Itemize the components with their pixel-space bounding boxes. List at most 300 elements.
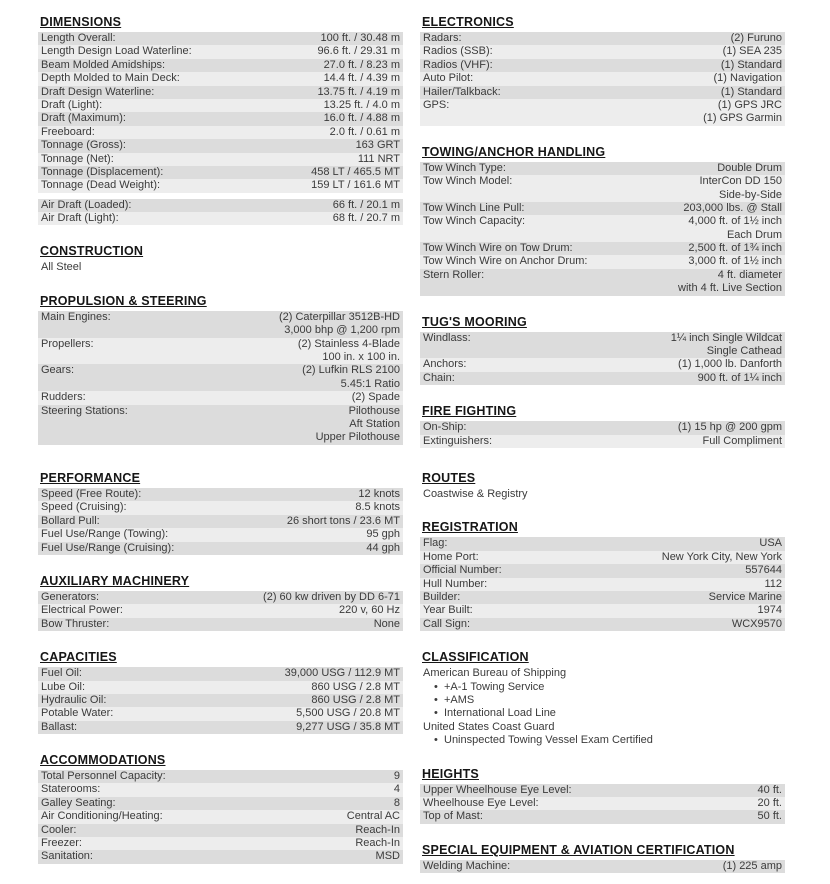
- spec-item: [420, 332, 785, 359]
- section-performance: [38, 471, 403, 555]
- spec-label: On-Ship:: [423, 421, 467, 434]
- spec-item: [38, 591, 403, 604]
- spec-item: [38, 528, 403, 541]
- spec-row: [38, 86, 403, 99]
- spec-value: (1) SEA 235: [722, 45, 782, 58]
- spec-row: [420, 618, 785, 631]
- spec-label: Tonnage (Displacement):: [41, 165, 164, 178]
- spec-label: Staterooms:: [41, 783, 101, 796]
- spec-row: [420, 189, 785, 202]
- spec-row: [38, 72, 403, 85]
- spec-row: [420, 175, 785, 188]
- spec-row: [420, 269, 785, 282]
- spec-value: 860 USG / 2.8 MT: [311, 680, 400, 693]
- spec-label: Windlass:: [423, 331, 471, 344]
- bullet-icon: •: [434, 707, 438, 720]
- section-towing-anchor-handling: [420, 145, 785, 296]
- spec-item: [38, 364, 403, 391]
- section-title: PERFORMANCE: [40, 471, 141, 485]
- spec-value: (1) 225 amp: [722, 859, 782, 872]
- spec-item: [38, 850, 403, 863]
- spec-value: (2) Furuno: [730, 32, 782, 44]
- section-title: HEIGHTS: [422, 766, 479, 781]
- section-registration: [420, 520, 785, 631]
- spec-row: [420, 421, 785, 434]
- spec-label: Stern Roller:: [423, 268, 485, 281]
- spec-value: 66 ft. / 20.1 m: [332, 198, 400, 211]
- section-capacities: [38, 650, 403, 734]
- spec-item: [38, 542, 403, 555]
- section-propulsion-steering: [38, 294, 403, 445]
- spec-row: [38, 604, 403, 617]
- spec-row: [38, 338, 403, 351]
- spec-item: [38, 72, 403, 85]
- band-1: [38, 15, 785, 471]
- spec-label: Wheelhouse Eye Level:: [423, 796, 539, 809]
- spec-value: Pilothouse: [348, 404, 400, 417]
- spec-value: Single Cathead: [706, 345, 782, 358]
- spec-row: [38, 418, 403, 431]
- text: American Bureau of Shipping: [423, 667, 567, 680]
- spec-row: [420, 229, 785, 242]
- spec-value: Each Drum: [726, 228, 782, 241]
- spec-value: 8: [393, 796, 400, 809]
- spec-label: Length Design Load Waterline:: [41, 45, 192, 58]
- spec-label: Galley Seating:: [41, 796, 116, 809]
- spec-item: [420, 860, 785, 873]
- spec-item: [38, 99, 403, 112]
- spec-value: 112: [764, 577, 782, 590]
- spec-item: [38, 618, 403, 631]
- spec-value: USA: [759, 537, 782, 550]
- spec-label: Draft (Maximum):: [41, 112, 126, 125]
- spec-item: [38, 694, 403, 707]
- spec-row: [38, 810, 403, 823]
- spec-value: (1) GPS Garmin: [703, 112, 782, 125]
- spec-item: [420, 551, 785, 564]
- spec-row: [38, 112, 403, 125]
- spec-item: [420, 784, 785, 797]
- spec-value: 1¼ inch Single Wildcat: [670, 331, 782, 344]
- spec-value: 1974: [757, 604, 782, 617]
- spec-row: [38, 99, 403, 112]
- spec-row: [38, 311, 403, 324]
- spec-row: [38, 515, 403, 528]
- spec-row: [38, 139, 403, 152]
- spec-label: GPS:: [423, 98, 450, 111]
- spec-value: Service Marine: [708, 590, 782, 603]
- spec-label: Draft Design Waterline:: [41, 85, 155, 98]
- spec-value: 4: [393, 783, 400, 796]
- text-line: [420, 488, 785, 501]
- spec-value: 163 GRT: [355, 139, 400, 152]
- spec-row: [420, 358, 785, 371]
- spec-row: [420, 162, 785, 175]
- spec-item: [420, 578, 785, 591]
- spec-label: Hailer/Talkback:: [423, 85, 501, 98]
- spec-label: Radios (VHF):: [423, 58, 493, 71]
- spec-row: [420, 564, 785, 577]
- spec-item: [38, 837, 403, 850]
- spec-row: [38, 591, 403, 604]
- spec-label: Chain:: [423, 371, 455, 384]
- spec-item: [38, 139, 403, 152]
- spec-item: [38, 770, 403, 783]
- spec-label: Total Personnel Capacity:: [41, 770, 166, 783]
- spec-value: Full Compliment: [702, 434, 782, 447]
- spec-item: [38, 126, 403, 139]
- text-line: [420, 721, 785, 734]
- spec-item: [420, 269, 785, 296]
- spec-row: [420, 810, 785, 823]
- spec-value: 14.4 ft. / 4.39 m: [323, 72, 400, 85]
- spec-value: 9: [393, 770, 400, 783]
- spec-label: Rudders:: [41, 391, 86, 404]
- section-routes: [420, 471, 785, 501]
- spec-item: [420, 591, 785, 604]
- spec-row: [420, 86, 785, 99]
- spec-row: [38, 179, 403, 192]
- spec-row: [420, 551, 785, 564]
- spec-label: Fuel Use/Range (Cruising):: [41, 541, 175, 554]
- spec-item: [420, 72, 785, 85]
- spec-row: [38, 542, 403, 555]
- spec-row: [420, 860, 785, 873]
- spec-value: Double Drum: [717, 161, 782, 174]
- spec-value: 40 ft.: [757, 783, 782, 796]
- spec-value: 13.25 ft. / 4.0 m: [323, 98, 400, 111]
- spec-item: [38, 166, 403, 179]
- spec-row: [420, 435, 785, 448]
- spec-value: 4 ft. diameter: [717, 268, 782, 281]
- spec-label: Air Draft (Light):: [41, 212, 119, 225]
- spec-row: [38, 797, 403, 810]
- spec-item: [38, 604, 403, 617]
- spec-value: (2) Caterpillar 3512B-HD: [278, 310, 400, 323]
- spec-row: [420, 99, 785, 112]
- spec-item: [420, 162, 785, 175]
- spec-item: [420, 421, 785, 434]
- spec-item: [38, 721, 403, 734]
- section-fire-fighting: [420, 404, 785, 448]
- text: Uninspected Towing Vessel Exam Certified: [444, 734, 653, 747]
- spec-row: [38, 391, 403, 404]
- text-line: [38, 261, 403, 274]
- spec-item: [38, 707, 403, 720]
- spec-item: [420, 618, 785, 631]
- spec-value: (1) Standard: [720, 85, 782, 98]
- spec-row: [38, 364, 403, 377]
- spec-item: [38, 212, 403, 225]
- spec-value: 900 ft. of 1¼ inch: [697, 371, 782, 384]
- spec-item: [420, 537, 785, 550]
- spec-item: [38, 783, 403, 796]
- spec-value: Reach-In: [355, 837, 400, 850]
- spec-item: [420, 604, 785, 617]
- spec-label: Bollard Pull:: [41, 514, 100, 527]
- spec-value: 27.0 ft. / 8.23 m: [323, 58, 400, 71]
- spec-row: [420, 112, 785, 125]
- spec-item: [420, 99, 785, 126]
- bullet-line: [420, 734, 785, 747]
- spec-label: Welding Machine:: [423, 859, 511, 872]
- text: Coastwise & Registry: [423, 488, 528, 500]
- spec-item: [38, 32, 403, 45]
- spec-label: Builder:: [423, 590, 461, 603]
- section-heights: [420, 767, 785, 824]
- spec-row: [38, 837, 403, 850]
- spec-row: [38, 824, 403, 837]
- bullet-icon: •: [434, 680, 438, 693]
- spec-row: [420, 215, 785, 228]
- section-construction: [38, 244, 403, 274]
- spec-value: (1) 1,000 lb. Danforth: [678, 358, 782, 371]
- spec-row: [420, 604, 785, 617]
- spec-item: [420, 202, 785, 215]
- spec-row: [38, 378, 403, 391]
- spec-value: 557644: [745, 564, 782, 577]
- spec-item: [38, 797, 403, 810]
- spec-value: None: [373, 617, 400, 630]
- spec-label: Flag:: [423, 537, 448, 550]
- spec-item: [38, 59, 403, 72]
- spec-label: Main Engines:: [41, 310, 111, 323]
- spec-value: 3,000 ft. of 1½ inch: [688, 255, 782, 268]
- spec-label: Freezer:: [41, 837, 82, 850]
- section-accommodations: [38, 753, 403, 864]
- section-title: PROPULSION & STEERING: [40, 293, 207, 308]
- section-title: REGISTRATION: [422, 520, 518, 535]
- spec-row: [38, 199, 403, 212]
- spec-row: [38, 431, 403, 444]
- spec-label: Speed (Cruising):: [41, 501, 127, 514]
- spec-item: [38, 86, 403, 99]
- spec-label: Radars:: [423, 32, 462, 44]
- spec-row: [38, 126, 403, 139]
- spec-label: Freeboard:: [41, 125, 95, 138]
- spec-item: [38, 681, 403, 694]
- section-title: ELECTRONICS: [422, 15, 514, 29]
- section-title: CLASSIFICATION: [422, 650, 529, 665]
- section-special-equipment-aviation-certification: [420, 843, 785, 873]
- spec-item: [420, 564, 785, 577]
- left-column: [38, 15, 403, 464]
- spec-value: 458 LT / 465.5 MT: [311, 165, 400, 178]
- spec-row: [38, 721, 403, 734]
- spec-value: 5.45:1 Ratio: [340, 377, 400, 390]
- spec-item: [38, 405, 403, 445]
- left-column: [38, 471, 403, 883]
- spec-item: [420, 358, 785, 371]
- spec-row: [38, 324, 403, 337]
- section-title: TOWING/ANCHOR HANDLING: [422, 144, 606, 159]
- spec-item: [420, 86, 785, 99]
- spec-row: [420, 784, 785, 797]
- spec-label: Tow Winch Capacity:: [423, 215, 526, 228]
- spec-label: Hydraulic Oil:: [41, 693, 107, 706]
- spec-value: Upper Pilothouse: [315, 431, 400, 444]
- spec-row: [38, 501, 403, 514]
- spec-value: 9,277 USG / 35.8 MT: [296, 720, 400, 733]
- spec-label: Speed (Free Route):: [41, 488, 142, 500]
- spec-label: Fuel Use/Range (Towing):: [41, 528, 169, 541]
- spec-row: [420, 537, 785, 550]
- spec-label: Length Overall:: [41, 32, 116, 44]
- spec-value: 39,000 USG / 112.9 MT: [284, 667, 400, 680]
- spec-row: [38, 488, 403, 501]
- spec-item: [420, 255, 785, 268]
- spec-value: 16.0 ft. / 4.88 m: [323, 112, 400, 125]
- spec-value: (1) GPS JRC: [717, 98, 782, 111]
- spec-value: 96.6 ft. / 29.31 m: [317, 45, 400, 58]
- spec-item: [38, 824, 403, 837]
- spec-value: (1) Navigation: [713, 72, 782, 85]
- text: All Steel: [41, 261, 82, 274]
- spec-row: [420, 372, 785, 385]
- text: United States Coast Guard: [423, 720, 555, 733]
- spec-value: 860 USG / 2.8 MT: [311, 693, 400, 706]
- spec-value: New York City, New York: [661, 550, 782, 563]
- spec-value: Central AC: [346, 810, 400, 823]
- spec-item: [420, 45, 785, 58]
- spec-label: Call Sign:: [423, 617, 471, 630]
- spec-label: Tonnage (Dead Weight):: [41, 179, 161, 192]
- spec-value: 100 ft. / 30.48 m: [320, 32, 400, 44]
- spec-row: [420, 282, 785, 295]
- spec-label: Tow Winch Wire on Tow Drum:: [423, 242, 573, 255]
- spec-label: Anchors:: [423, 358, 467, 371]
- section-title: TUG'S MOORING: [422, 314, 527, 329]
- section-title: AUXILIARY MACHINERY: [40, 573, 190, 588]
- spec-row: [38, 667, 403, 680]
- bullet-line: [420, 707, 785, 720]
- spec-label: Lube Oil:: [41, 680, 86, 693]
- spec-row: [38, 528, 403, 541]
- spec-row: [38, 850, 403, 863]
- spec-value: (2) Spade: [351, 391, 400, 404]
- spec-value: 8.5 knots: [355, 501, 400, 514]
- spec-value: (2) 60 kw driven by DD 6-71: [263, 590, 400, 603]
- spec-value: 111 NRT: [357, 152, 400, 165]
- spec-item: [420, 435, 785, 448]
- spec-label: Bow Thruster:: [41, 617, 110, 630]
- spec-value: 26 short tons / 23.6 MT: [286, 514, 400, 527]
- spec-label: Tonnage (Gross):: [41, 139, 126, 152]
- spec-label: Auto Pilot:: [423, 72, 474, 85]
- section-title: ACCOMMODATIONS: [40, 753, 166, 768]
- spec-row: [38, 212, 403, 225]
- spec-label: Extinguishers:: [423, 434, 493, 447]
- text-line: [420, 667, 785, 680]
- spec-label: Fuel Oil:: [41, 667, 82, 680]
- spec-value: 4,000 ft. of 1½ inch: [688, 215, 782, 228]
- section-title: ROUTES: [422, 471, 476, 485]
- spec-value: with 4 ft. Live Section: [678, 282, 782, 295]
- spec-item: [38, 179, 403, 192]
- spec-item: [38, 488, 403, 501]
- spec-label: Propellers:: [41, 337, 94, 350]
- bullet-line: [420, 681, 785, 694]
- spec-label: Beam Molded Amidships:: [41, 58, 166, 71]
- spec-label: Air Conditioning/Heating:: [41, 810, 163, 823]
- spec-value: Aft Station: [349, 418, 400, 430]
- spec-item: [38, 391, 403, 404]
- spec-label: Cooler:: [41, 823, 77, 836]
- spec-row: [420, 591, 785, 604]
- spec-item: [420, 32, 785, 45]
- spec-item: [38, 501, 403, 514]
- spec-label: Radios (SSB):: [423, 45, 493, 58]
- spec-row: [38, 707, 403, 720]
- section-tug-s-mooring: [420, 315, 785, 386]
- section-title: SPECIAL EQUIPMENT & AVIATION CERTIFICATION: [422, 842, 735, 857]
- spec-label: Tow Winch Line Pull:: [423, 201, 525, 214]
- spec-value: 2,500 ft. of 1¾ inch: [688, 242, 782, 255]
- spec-label: Official Number:: [423, 564, 502, 577]
- spec-label: Air Draft (Loaded):: [41, 198, 132, 211]
- spec-row: [420, 242, 785, 255]
- spec-row: [420, 59, 785, 72]
- spec-row: [38, 783, 403, 796]
- spec-row: [38, 153, 403, 166]
- spec-row: [38, 351, 403, 364]
- band-2: [38, 471, 785, 884]
- section-title: FIRE FIGHTING: [422, 404, 517, 419]
- spec-item: [420, 175, 785, 202]
- spec-item: [38, 338, 403, 365]
- spec-row: [38, 405, 403, 418]
- spec-row: [420, 255, 785, 268]
- spec-row: [420, 202, 785, 215]
- spec-value: (2) Lufkin RLS 2100: [302, 364, 400, 377]
- spec-label: Generators:: [41, 590, 100, 603]
- spec-label: Tow Winch Wire on Anchor Drum:: [423, 255, 588, 268]
- text: +AMS: [444, 693, 475, 706]
- section-title: CAPACITIES: [40, 650, 117, 665]
- spec-value: 159 LT / 161.6 MT: [311, 179, 400, 192]
- spec-value: WCX9570: [731, 617, 782, 630]
- spec-row: [420, 72, 785, 85]
- spec-label: Electrical Power:: [41, 604, 123, 617]
- spec-value: 3,000 bhp @ 1,200 rpm: [284, 324, 400, 337]
- spec-value: MSD: [375, 850, 400, 863]
- spec-label: Draft (Light):: [41, 98, 103, 111]
- spec-item: [38, 311, 403, 338]
- spec-item: [420, 810, 785, 823]
- spec-value: InterCon DD 150: [699, 175, 782, 188]
- spec-item: [38, 667, 403, 680]
- spec-value: (1) 15 hp @ 200 gpm: [677, 421, 782, 434]
- spec-value: Side-by-Side: [719, 188, 782, 201]
- spec-label: Potable Water:: [41, 707, 114, 720]
- spec-item: [420, 797, 785, 810]
- spec-value: 95 gph: [366, 528, 400, 541]
- spec-label: Steering Stations:: [41, 404, 128, 417]
- spec-value: 44 gph: [366, 541, 400, 554]
- spec-item: [38, 45, 403, 58]
- spec-label: Tow Winch Model:: [423, 175, 513, 188]
- section-dimensions: [38, 15, 403, 225]
- spec-value: (1) Standard: [720, 58, 782, 71]
- spec-value: 20 ft.: [757, 796, 782, 809]
- spec-value: 68 ft. / 20.7 m: [332, 212, 400, 225]
- spec-row: [420, 45, 785, 58]
- spec-item: [420, 372, 785, 385]
- spec-label: Depth Molded to Main Deck:: [41, 72, 180, 85]
- spec-row: [38, 770, 403, 783]
- spec-row: [420, 332, 785, 345]
- spec-value: (2) Stainless 4-Blade: [297, 337, 400, 350]
